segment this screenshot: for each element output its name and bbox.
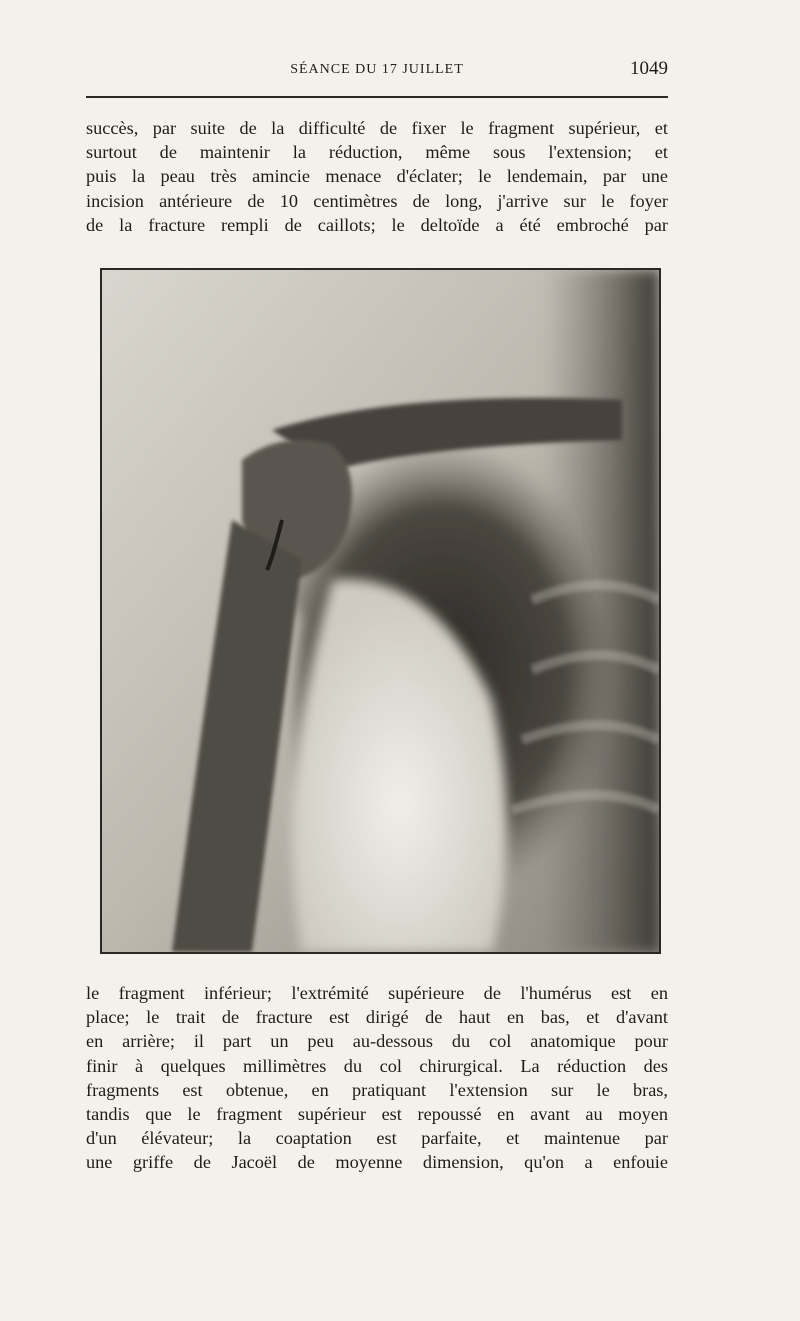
text-line: d'un élévateur; la coaptation est parfaite, et maintenue par xyxy=(86,1128,668,1149)
text-line: surtout de maintenir la réduction, même sous l'extension; et xyxy=(86,142,668,163)
text-line: finir à quelques millimètres du col chirurgical. La réduction des xyxy=(86,1055,668,1076)
text-line: une griffe de Jacoël de moyenne dimension, qu'on a enfouie xyxy=(86,1152,668,1173)
text-line: tandis que le fragment supérieur est repoussé en avant au moyen xyxy=(86,1104,668,1125)
text-line: en arrière; il part un peu au-dessous du col anatomique pour xyxy=(86,1031,668,1052)
text-line: le fragment inférieur; l'extrémité supérieure de l'humérus est en xyxy=(86,983,668,1003)
page-number: 1049 xyxy=(630,58,668,79)
text-line: fragments est obtenue, en pratiquant l'extension sur le bras, xyxy=(86,1079,668,1100)
page-header xyxy=(86,58,668,84)
text-line: puis la peau très amincie menace d'éclater; le lendemain, par une xyxy=(86,166,668,187)
running-head: SÉANCE DU 17 JUILLET xyxy=(290,62,464,77)
xray-figure xyxy=(100,268,661,954)
text-line: de la fracture rempli de caillots; le deltoïde a été embroché par xyxy=(86,214,668,235)
text-line: incision antérieure de 10 centimètres de long, j'arrive sur le foyer xyxy=(86,190,668,211)
paragraph-bottom xyxy=(86,981,668,1175)
xray-shoulder-image xyxy=(102,270,659,952)
text-line: place; le trait de fracture est dirigé de haut en bas, et d'avant xyxy=(86,1007,668,1028)
header-rule xyxy=(86,96,668,98)
text-line: succès, par suite de la difficulté de fixer le fragment supérieur, et xyxy=(86,118,668,138)
paragraph-top xyxy=(86,116,668,237)
